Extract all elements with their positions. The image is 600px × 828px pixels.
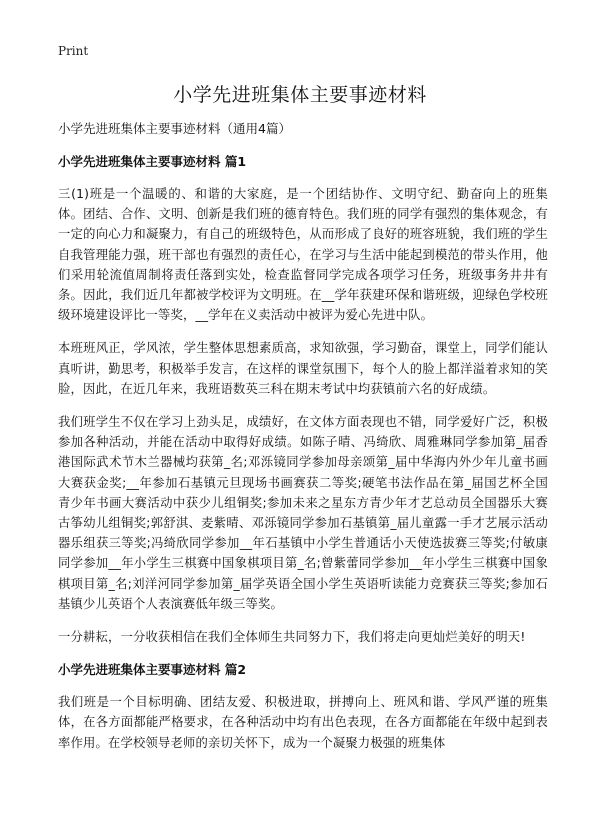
document-body: [58, 119, 548, 766]
section-2: [58, 660, 548, 753]
section-1: [58, 152, 548, 647]
paragraph: 我们班学生不仅在学习上劲头足，成绩好，在文体方面表现也不错，同学爱好广泛，积极参加各种活动，并能在活动中取得好成绩。如陈子晴、冯绮欣、周雅琳同学参加第_届香港国际武术节木兰器械均获第_名;邓泺镜同学参加母亲颂第_届中华海内外少年儿童书画大赛获金奖;__年参加石基镇元旦现场书画赛获二等奖;硬笔书法作品在第_届国艺杯全国青少年书画大赛活动中获少儿组铜奖;参加未来之星东方青少年才艺总动员全国器乐大赛古筝幼儿组铜奖;郭舒淇、麦紫晴、邓泺镜同学参加石基镇第_届儿童露一手才艺展示活动器乐组获三等奖;冯绮欣同学参加__年石基镇中小学生普通话小天使选拔赛三等奖;付敏康同学参加__年小学生三棋赛中国象棋项目第_名;曾紫蕾同学参加__年小学生三棋赛中国象棋项目第_名;刘洋河同学参加第_届学英语全国小学生英语听读能力竞赛获三等奖;参加石基镇少儿英语个人表演赛低年级三等奖。: [58, 415, 548, 611]
paragraph: 一分耕耘，一分收获相信在我们全体师生共同努力下，我们将走向更灿烂美好的明天!: [58, 630, 526, 645]
document-subtitle: 小学先进班集体主要事迹材料（通用4篇）: [58, 121, 291, 136]
print-label: Print: [58, 44, 89, 58]
page-title: 小学先进班集体主要事迹材料: [173, 84, 427, 106]
paragraph: 我们班是一个目标明确、团结友爱、积极进取，拼搏向上、班风和谐、学风严谨的班集体，在各方面都能严格要求，在各种活动中均有出色表现，在各方面都能在年级中起到表率作用。在学校领导老师的亲切关怀下，成为一个凝聚力极强的班集体: [58, 695, 548, 750]
section-heading: 小学先进班集体主要事迹材料 篇1: [58, 154, 247, 169]
section-heading: 小学先进班集体主要事迹材料 篇2: [58, 662, 247, 678]
paragraph: 本班班风正，学风浓，学生整体思想素质高，求知欲强，学习勤奋，课堂上，同学们能认真听讲，勤思考，积极举手发言，在这样的课堂氛围下，每个人的脸上都洋溢着求知的笑脸，因此，在近几年来，我班语数英三科在期末考试中均获镇前六名的好成绩。: [58, 341, 548, 396]
paragraph: 三(1)班是一个温暖的、和谐的大家庭，是一个团结协作、文明守纪、勤奋向上的班集体。团结、合作、文明、创新是我们班的德育特色。我们班的同学有强烈的集体观念，有一定的向心力和凝聚力，有自己的班级特色，从而形成了良好的班容班貌，我们班的学生自我管理能力强，班干部也有强烈的责任心，在学习与生活中能起到模范的带头作用，他们采用轮流值周制将责任落到实处，检查监督同学完成各项学习任务，班级事务井井有条。因此，我们近几年都被学校评为文明班。在__学年获建环保和谐班级，迎绿色学校班级环境建设评比一等奖，__学年在义卖活动中被评为爱心先进中队。: [58, 187, 548, 323]
